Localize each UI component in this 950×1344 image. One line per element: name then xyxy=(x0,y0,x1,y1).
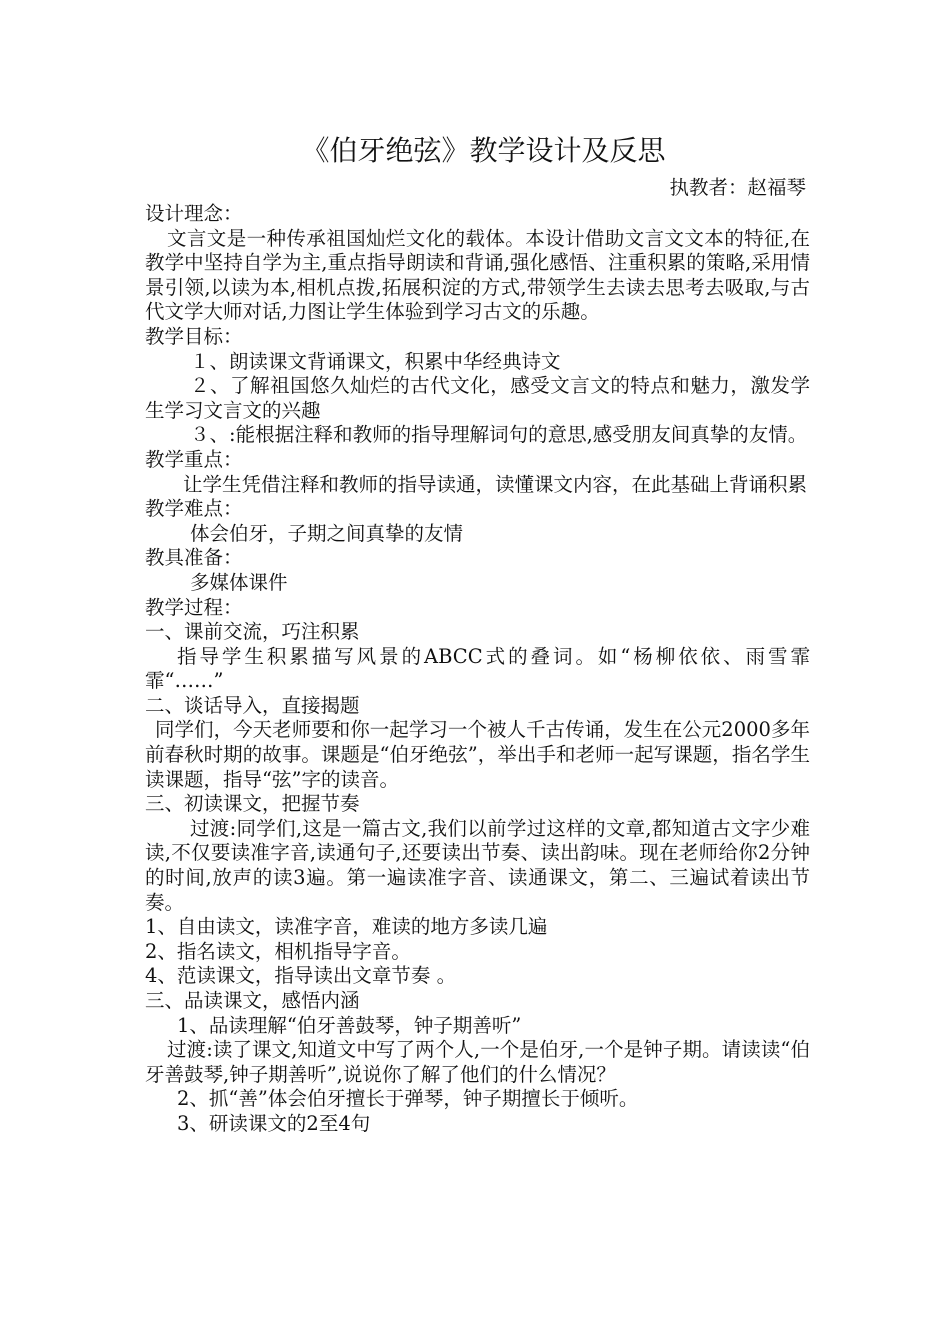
paragraph-section-1: 指导学生积累描写风景的ABCC式的叠词。如“杨柳依依、雨雪霏霏“……” xyxy=(145,644,810,693)
goal-item-3: ３、:能根据注释和教师的指导理解词句的意思,感受朋友间真挚的友情。 xyxy=(190,423,808,447)
document-page xyxy=(145,128,810,1137)
paragraph-design-concept: 文言文是一种传承祖国灿烂文化的载体。本设计借助文言文文本的特征,在教学中坚持自学为主,重点指导朗读和背诵,强化感悟、注重积累的策略,采用情景引领,以读为本,相机点拨,拓展积淀的方式,带领学生去读去思考去吸取,与古代文学大师对话,力图让学生体验到学习古文的乐趣。 xyxy=(145,226,810,324)
section-heading-3: 三、初读课文，把握节奏 xyxy=(145,792,360,816)
step-item-2: 2、指名读文，相机指导字音。 xyxy=(145,939,411,963)
paragraph-difficulties: 体会伯牙，子期之间真挚的友情 xyxy=(190,521,464,545)
subsection-item-3: 3、研读课文的2至4句 xyxy=(177,1111,371,1135)
heading-process: 教学过程： xyxy=(145,595,243,619)
goal-item-2: ２、了解祖国悠久灿烂的古代文化，感受文言文的特点和魅力，激发学生学习文言文的兴趣 xyxy=(145,374,810,422)
section-heading-2: 二、谈话导入，直接揭题 xyxy=(145,693,360,717)
paragraph-section-2: 同学们，今天老师要和你一起学习一个被人千古传诵，发生在公元2000多年前春秋时期的故事。课题是“伯牙绝弦”，举出手和老师一起写课题，指名学生读课题，指导“弦”字的读音。 xyxy=(145,718,810,791)
goal-item-1: １、朗读课文背诵课文，积累中华经典诗文 xyxy=(190,349,561,373)
document-body xyxy=(145,202,810,1137)
step-item-1: 1、自由读文，读准字音，难读的地方多读几遍 xyxy=(145,915,548,939)
heading-materials: 教具准备： xyxy=(145,546,243,570)
paragraph-materials: 多媒体课件 xyxy=(190,570,288,594)
section-heading-1: 一、课前交流，巧注积累 xyxy=(145,620,360,644)
paragraph-section-3: 过渡:同学们,这是一篇古文,我们以前学过这样的文章,都知道古文字少难读,不仅要读准字音,读通句子,还要读出节奏、读出韵味。现在老师给你2分钟的时间,放声的读3遍。第一遍读准字音、读通课文，第二、三遍试着读出节奏。 xyxy=(145,816,810,914)
paragraph-transition: 过渡:读了课文,知道文中写了两个人,一个是伯牙,一个是钟子期。请读读“伯牙善鼓琴,钟子期善听”,说说你了解了他们的什么情况？ xyxy=(145,1038,810,1086)
heading-difficulties: 教学难点： xyxy=(145,497,243,521)
heading-teaching-goals: 教学目标： xyxy=(145,324,243,348)
heading-design-concept: 设计理念： xyxy=(145,202,243,225)
heading-key-points: 教学重点： xyxy=(145,447,243,471)
subsection-item-2: 2、抓“善”体会伯牙擅长于弹琴，钟子期擅长于倾听。 xyxy=(177,1087,639,1111)
paragraph-key-points: 让学生凭借注释和教师的指导读通，读懂课文内容，在此基础上背诵积累 xyxy=(183,472,808,496)
document-title: 《伯牙绝弦》教学设计及反思 xyxy=(301,134,666,167)
step-item-4: 4、范读课文，指导读出文章节奏 。 xyxy=(145,964,457,988)
section-heading-4: 三、品读课文，感悟内涵 xyxy=(145,989,360,1012)
author-line: 执教者：赵福琴 xyxy=(669,176,806,199)
subsection-item-1: 1、品读理解“伯牙善鼓琴，钟子期善听” xyxy=(177,1013,522,1037)
